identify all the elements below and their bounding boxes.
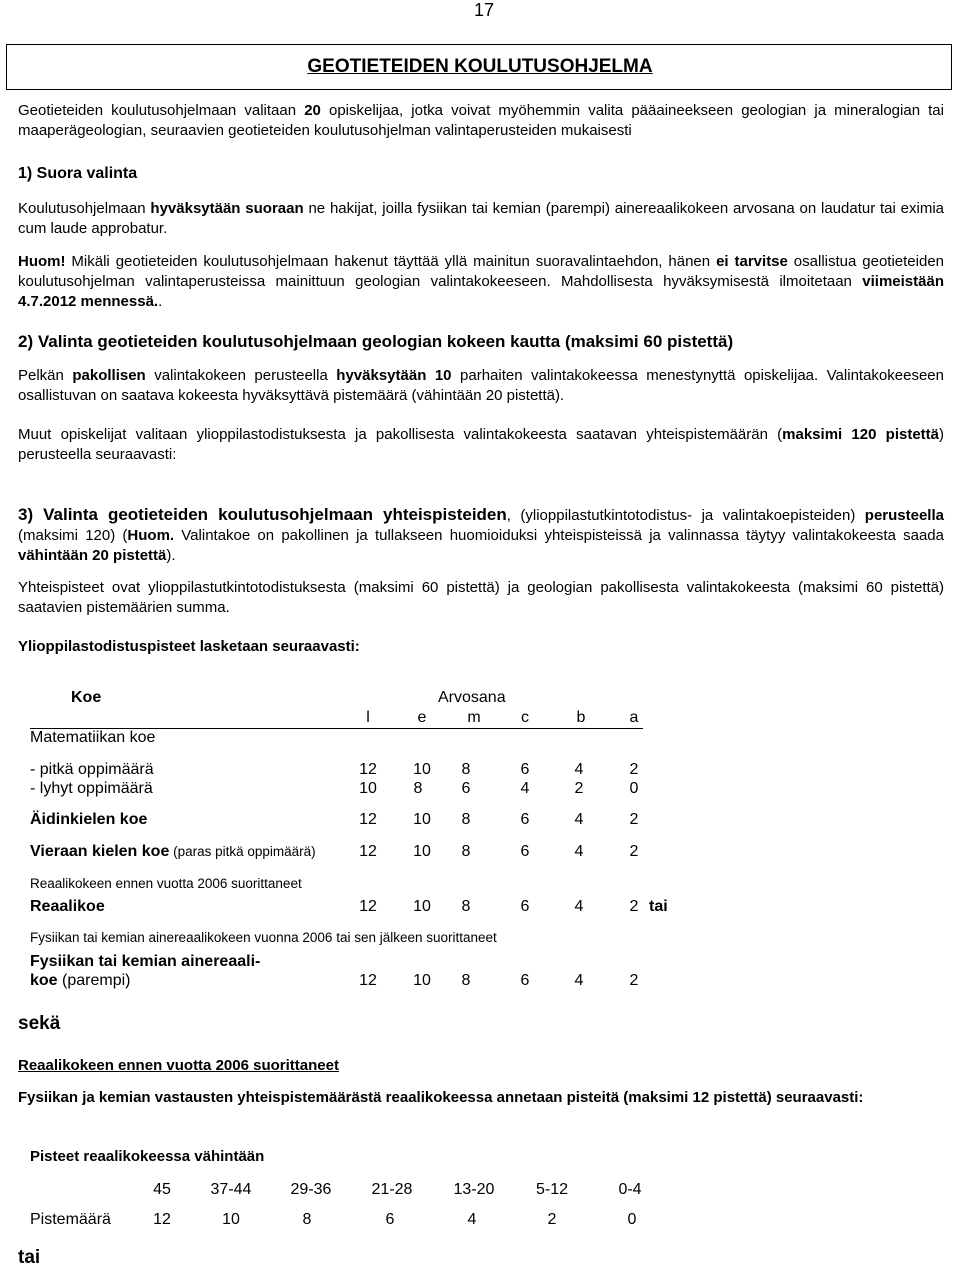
grade-l: l (366, 709, 370, 726)
grade-m: m (467, 709, 481, 726)
value-cell: 10 (222, 1211, 240, 1228)
arvosana-header: Arvosana (438, 689, 506, 706)
cell: 2 (629, 843, 639, 860)
grade-e: e (417, 709, 427, 726)
section2-paragraph2 (18, 425, 944, 465)
cell: 8 (461, 811, 471, 828)
points-heading: Pisteet reaalikokeessa vähintään (30, 1148, 265, 1165)
fysiikka-note: Fysiikan tai kemian ainereaalikokeen vuonna 2006 tai sen jälkeen suorittaneet (30, 930, 497, 945)
cell: 4 (574, 811, 584, 828)
grade-a: a (629, 709, 639, 726)
intro-text-rest: opiskelijaa, jotka voivat myöhemmin valita pääaineekseen geologian ja mineralogian tai maaperägeologian, seuraavien geotieteiden koulutusohjelman valintaperusteiden mukaisesti (18, 102, 944, 139)
cell: 4 (574, 972, 584, 989)
cell: 12 (359, 972, 377, 989)
vieras-label: Vieraan kielen koe (30, 843, 170, 860)
cell: 8 (461, 972, 471, 989)
intro-count: 20 (304, 102, 321, 119)
page-number: 17 (473, 0, 494, 20)
s2-text2: valintakokeen perusteella (145, 367, 337, 384)
fys-kem-text: Fysiikan ja kemian vastausten yhteispistemäärästä reaalikokeessa annetaan pisteitä (maksimi 12 pistettä) seuraavasti: (18, 1089, 864, 1106)
s3-text2: (maksimi 120) ( (18, 527, 128, 544)
cell: 2 (574, 780, 584, 797)
section3-paragraph2: Yhteispisteet ovat ylioppilastutkintotodistuksesta (maksimi 60 pistettä) ja geologian pakollisesta valintakokeesta (maksimi 60 pistettä) saatavien pistemäärien summa. (18, 579, 944, 616)
value-cell: 8 (302, 1211, 312, 1228)
pistemaara-label: Pistemäärä (30, 1211, 111, 1228)
s1-text-rest: ne hakijat, joilla fysiikan tai kemian (parempi) ainereaalikokeen arvosana on laudatur tai eximia cum laude approbatur. (18, 200, 945, 237)
cell: 6 (520, 972, 530, 989)
s2p2-text: Muut opiskelijat valitaan ylioppilastodistuksesta ja pakollisesta valintakokeesta saatavan yhteispistemäärän ( (18, 426, 783, 443)
section2-paragraph (18, 366, 944, 406)
cell: 6 (520, 843, 530, 860)
s2-text: Pelkän (18, 367, 73, 384)
grade-b: b (576, 709, 586, 726)
s2-bold1: pakollisen (72, 367, 146, 384)
s3-huom: Huom. (127, 527, 175, 544)
s3-end: ). (166, 547, 176, 564)
cell: 10 (413, 972, 431, 989)
s1-note-end: . (158, 293, 163, 310)
value-cell: 12 (153, 1211, 171, 1228)
cell: 2 (629, 972, 639, 989)
section3-paragraph (18, 505, 944, 566)
s3-text3: Valintakoe on pakollinen ja tullakseen huomioiduksi yhteispisteissä ja valinnassa täytyy valintakokeesta saada (174, 527, 944, 544)
section1-note (18, 252, 944, 312)
s3-bold2: vähintään 20 pistettä (18, 547, 167, 564)
s1-note-bold: ei tarvitse (716, 253, 788, 270)
reaali-note: Reaalikokeen ennen vuotta 2006 suorittaneet (30, 876, 302, 891)
math-heading: Matematiikan koe (30, 729, 156, 746)
s2p2-text2: ) perusteella seuraavasti: (18, 426, 944, 463)
s3-bold1: perusteella (864, 507, 944, 524)
cell: 6 (520, 761, 530, 778)
cell: 4 (574, 898, 584, 915)
fysiikka-label-line1: Fysiikan tai kemian ainereaali- (30, 953, 261, 970)
cell: 8 (461, 761, 471, 778)
range-cell: 45 (153, 1181, 171, 1198)
cell: 2 (629, 761, 639, 778)
value-cell: 6 (385, 1211, 395, 1228)
cell: 2 (629, 898, 639, 915)
cell: 0 (629, 780, 639, 797)
s1-bold: hyväksytään suoraan (150, 200, 304, 217)
cell: 4 (520, 780, 530, 797)
yo-heading: Ylioppilastodistuspisteet lasketaan seuraavasti: (18, 638, 360, 655)
s1-note-date: viimeistään 4.7.2012 mennessä. (18, 273, 944, 310)
intro-paragraph (18, 101, 944, 141)
tai-bottom: tai (18, 1247, 41, 1268)
cell: 12 (359, 898, 377, 915)
range-cell: 29-36 (290, 1181, 332, 1198)
section1-heading: 1) Suora valinta (18, 165, 138, 182)
section3-heading: 3) Valinta geotieteiden koulutusohjelmaan yhteispisteiden (18, 505, 507, 524)
page-title: GEOTIETEIDEN KOULUTUSOHJELMA (307, 56, 653, 77)
range-cell: 13-20 (453, 1181, 495, 1198)
s2-bold2: hyväksytään 10 (336, 367, 452, 384)
s1-text: Koulutusohjelmaan (18, 200, 151, 217)
s2-text3: parhaiten valintakokeessa menestynyttä opiskelijaa. Valintakokeeseen osallistuvan on saatava kokeesta hyväksyttävä pistemäärä (vähintään 20 pistettä). (18, 367, 944, 404)
row-label: Reaalikoe (30, 898, 105, 915)
cell: 6 (461, 780, 471, 797)
intro-text: Geotieteiden koulutusohjelmaan valitaan (18, 102, 305, 119)
value-cell: 2 (547, 1211, 557, 1228)
row-label (30, 843, 316, 861)
cell: 8 (461, 843, 471, 860)
cell: 10 (359, 780, 377, 797)
s1-note-text2: osallistua geotieteiden koulutusohjelman valintaperusteissa mainittuun geologian valintakokeeseen. Mahdollisesta hyväksymisestä ilmoitetaan (18, 253, 945, 290)
vieras-note: (paras pitkä oppimäärä) (169, 844, 316, 859)
fysiikka-koe: koe (30, 972, 58, 989)
s1-note-text: Mikäli geotieteiden koulutusohjelmaan hakenut täyttää yllä mainitun suoravalintaehdon, hänen (65, 253, 717, 270)
seka-label: sekä (18, 1013, 61, 1034)
cell: 8 (461, 898, 471, 915)
koe-header: Koe (71, 689, 102, 706)
cell: 10 (413, 761, 431, 778)
cell: 2 (629, 811, 639, 828)
cell: 10 (413, 843, 431, 860)
range-cell: 21-28 (371, 1181, 413, 1198)
cell: 10 (413, 811, 431, 828)
section1-paragraph (18, 199, 944, 239)
reaali-heading: Reaalikokeen ennen vuotta 2006 suorittaneet (18, 1057, 339, 1074)
value-cell: 4 (467, 1211, 477, 1228)
grade-c: c (521, 709, 529, 726)
tai-suffix: tai (649, 898, 668, 915)
s3-text: , (ylioppilastutkintotodistus- ja valintakoepisteiden) (506, 507, 865, 524)
row-label: - lyhyt oppimäärä (30, 780, 153, 797)
cell: 12 (359, 843, 377, 860)
huom-label: Huom! (18, 253, 66, 270)
range-cell: 37-44 (210, 1181, 252, 1198)
section2-heading: 2) Valinta geotieteiden koulutusohjelmaan geologian kokeen kautta (maksimi 60 pistettä) (18, 332, 734, 351)
cell: 8 (413, 780, 423, 797)
row-label: - pitkä oppimäärä (30, 761, 154, 778)
s2p2-bold: maksimi 120 pistettä (782, 426, 939, 443)
range-cell: 5-12 (535, 1181, 569, 1198)
value-cell: 0 (627, 1211, 637, 1228)
row-label: Äidinkielen koe (30, 811, 148, 828)
cell: 6 (520, 811, 530, 828)
cell: 6 (520, 898, 530, 915)
row-label (30, 972, 130, 990)
cell: 4 (574, 843, 584, 860)
cell: 4 (574, 761, 584, 778)
fysiikka-parempi: (parempi) (57, 972, 131, 989)
cell: 12 (359, 761, 377, 778)
cell: 12 (359, 811, 377, 828)
range-cell: 0-4 (618, 1181, 642, 1198)
cell: 10 (413, 898, 431, 915)
